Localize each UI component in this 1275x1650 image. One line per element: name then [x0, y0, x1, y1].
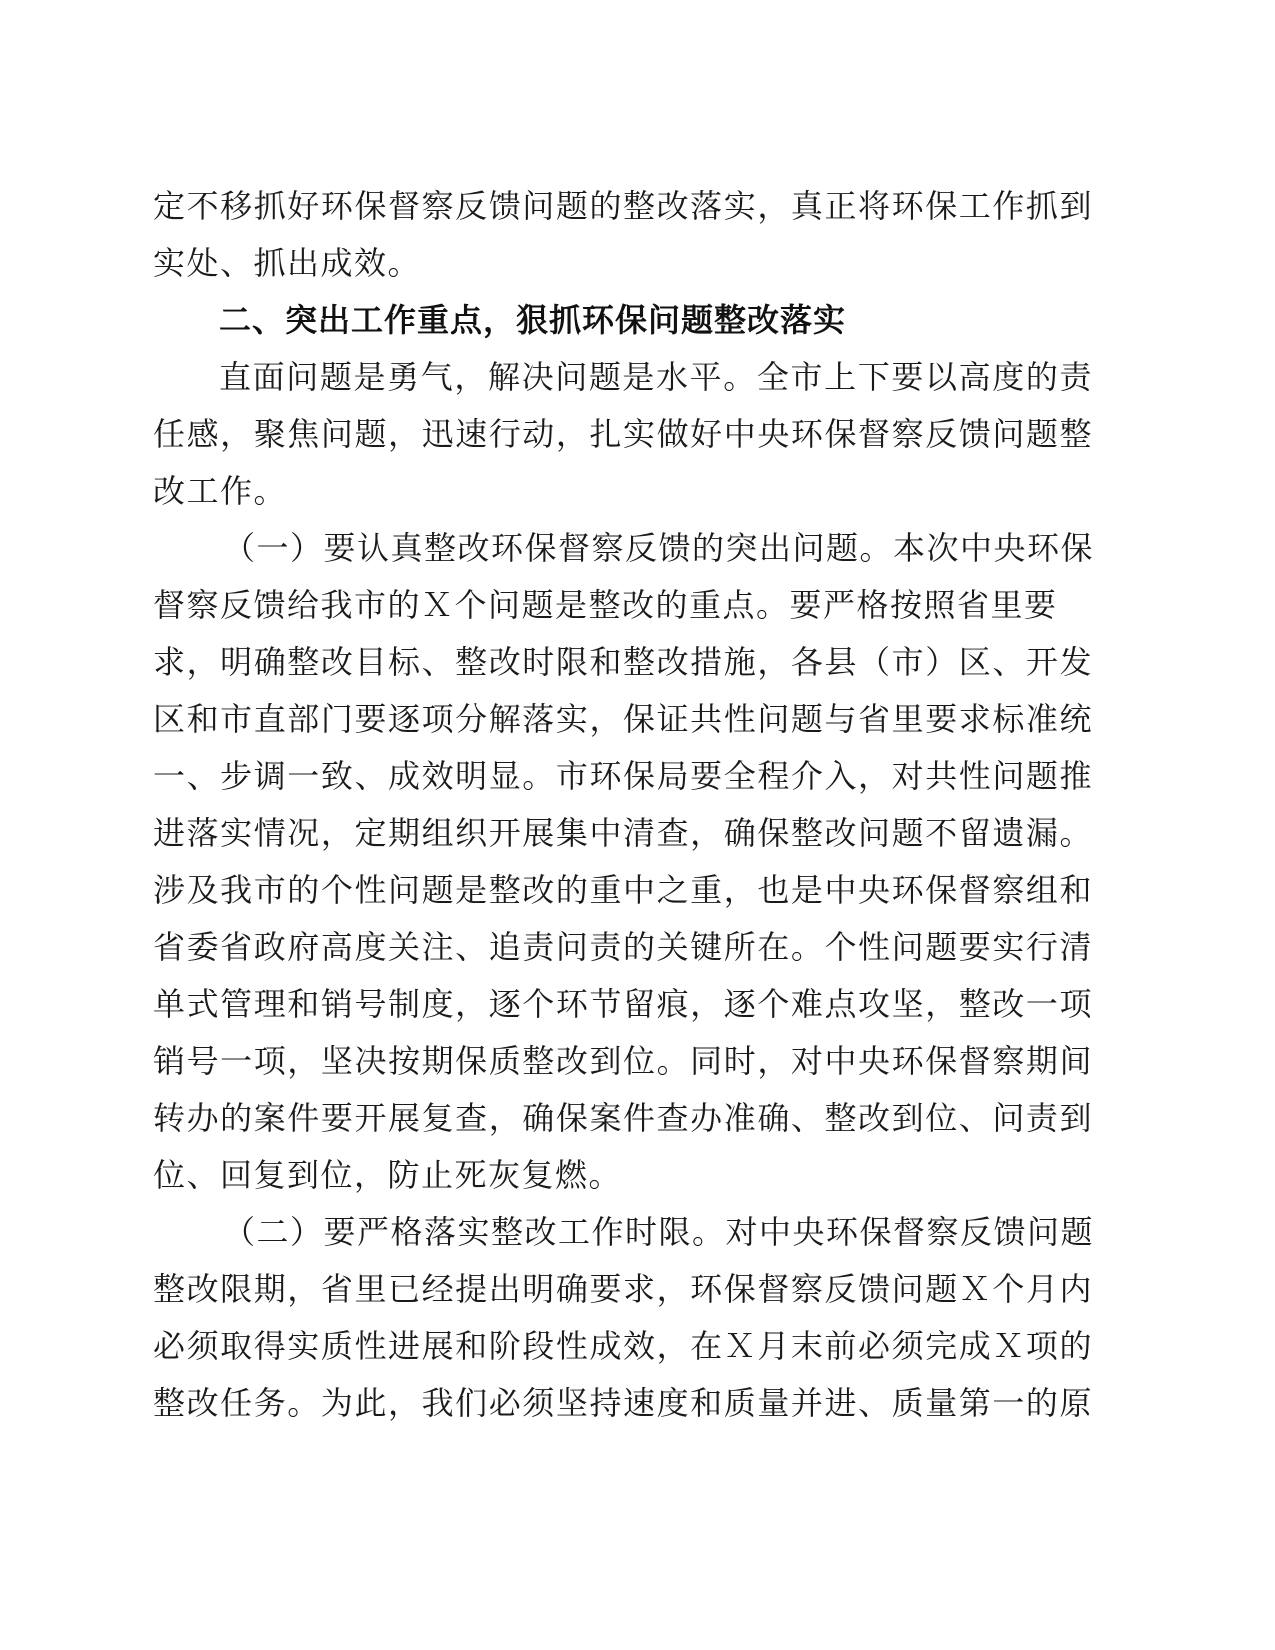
- section-heading: 二、突出工作重点，狠抓环保问题整改落实: [219, 301, 847, 339]
- text-line-21: 必须取得实质性进展和阶段性成效，在Ｘ月末前必须完成Ｘ项的: [153, 1327, 1093, 1365]
- text-line-12: 进落实情况，定期组织开展集中清查，确保整改问题不留遗漏。: [153, 814, 1093, 852]
- text-line-13: 涉及我市的个性问题是整改的重中之重，也是中央环保督察组和: [153, 871, 1093, 909]
- text-line-5: 任感，聚焦问题，迅速行动，扎实做好中央环保督察反馈问题整: [153, 415, 1093, 453]
- text-line-8: 督察反馈给我市的Ｘ个问题是整改的重点。要严格按照省里要: [153, 586, 1058, 624]
- text-line-20: 整改限期，省里已经提出明确要求，环保督察反馈问题Ｘ个月内: [153, 1270, 1093, 1308]
- text-line-9: 求，明确整改目标、整改时限和整改措施，各县（市）区、开发: [153, 643, 1093, 681]
- subsection-1-title-line: （一）要认真整改环保督察反馈的突出问题。本次中央环保: [223, 529, 1095, 567]
- text-line-2: 实处、抓出成效。: [153, 244, 422, 282]
- text-line-10: 区和市直部门要逐项分解落实，保证共性问题与省里要求标准统: [153, 700, 1093, 738]
- text-line-11: 一、步调一致、成效明显。市环保局要全程介入，对共性问题推: [153, 757, 1093, 795]
- text-line-6: 改工作。: [153, 472, 288, 510]
- text-line-4: 直面问题是勇气，解决问题是水平。全市上下要以高度的责: [219, 358, 1093, 396]
- text-line-17: 转办的案件要开展复查，确保案件查办准确、整改到位、问责到: [153, 1099, 1093, 1137]
- text-line-15: 单式管理和销号制度，逐个环节留痕，逐个难点攻坚，整改一项: [153, 985, 1093, 1023]
- subsection-2-title-line: （二）要严格落实整改工作时限。对中央环保督察反馈问题: [223, 1213, 1095, 1251]
- text-line-16: 销号一项，坚决按期保质整改到位。同时，对中央环保督察期间: [153, 1042, 1093, 1080]
- text-line-22: 整改任务。为此，我们必须坚持速度和质量并进、质量第一的原: [153, 1384, 1093, 1422]
- text-line-14: 省委省政府高度关注、追责问责的关键所在。个性问题要实行清: [153, 928, 1093, 966]
- text-line-18: 位、回复到位，防止死灰复燃。: [153, 1156, 623, 1194]
- document-body: [153, 178, 1093, 1432]
- text-line-1: 定不移抓好环保督察反馈问题的整改落实，真正将环保工作抓到: [153, 187, 1093, 225]
